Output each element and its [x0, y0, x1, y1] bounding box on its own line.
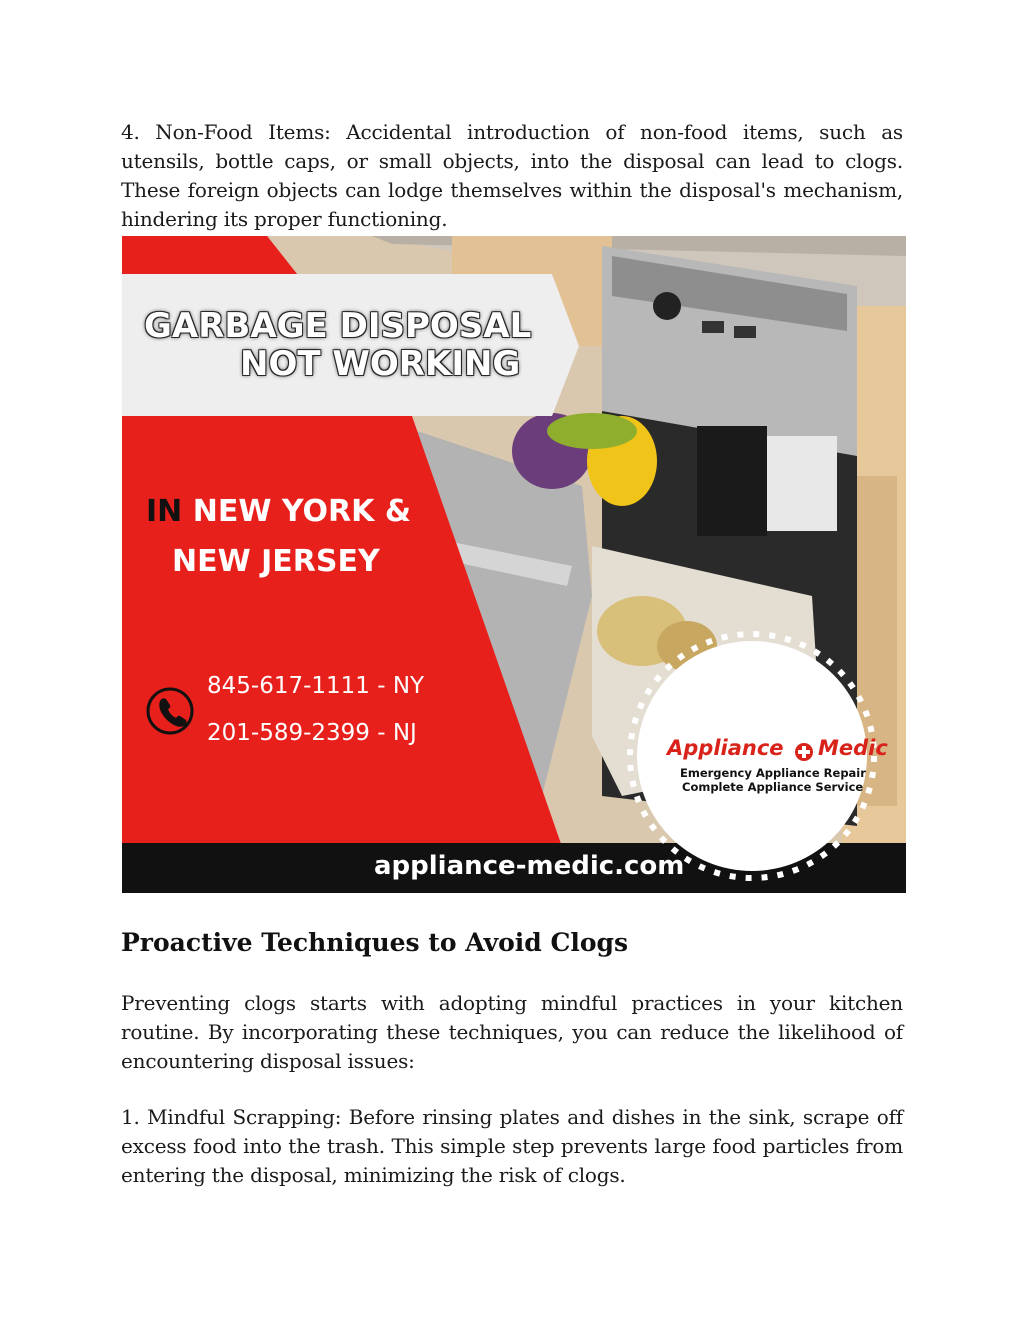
banner-title-line2: NOT WORKING — [240, 344, 521, 384]
banner-location-in: IN — [146, 494, 183, 529]
logo-name-part2: Medic — [818, 736, 888, 760]
red-top-corner — [122, 236, 297, 274]
banner-location-line2: NEW JERSEY — [172, 544, 380, 579]
paragraph-non-food-items: 4. Non-Food Items: Accidental introduction of non-food items, such as utensils, bottle caps, or small objects, into the disposal can lead to clogs. These foreign objects can lodge themselves within the disposal's mechanism, hindering its proper functioning. — [121, 120, 903, 231]
vent-grille — [697, 426, 767, 536]
garbage-disposal-banner — [122, 236, 906, 893]
section-heading-proactive-techniques: Proactive Techniques to Avoid Clogs — [121, 928, 629, 957]
medic-cross-horizontal — [798, 750, 810, 754]
logo-tagline-line2: Complete Appliance Service — [682, 780, 864, 794]
food-waste-greens — [547, 413, 637, 449]
control-knob — [653, 292, 681, 320]
logo-tagline-line1: Emergency Appliance Repair — [680, 766, 866, 780]
website-url: appliance-medic.com — [374, 851, 685, 881]
paragraph-intro: Preventing clogs starts with adopting mindful practices in your kitchen routine. By incorporating these techniques, you can reduce the likelihood of encountering disposal issues: — [121, 991, 903, 1073]
phone-number-ny: 845-617-1111 - NY — [207, 673, 425, 699]
banner-location-new-york: NEW YORK & — [192, 494, 411, 529]
banner-location-line1 — [146, 494, 411, 529]
control-button — [734, 326, 756, 338]
control-button — [702, 321, 724, 333]
logo-name-part1: Appliance — [667, 736, 784, 760]
warning-label — [767, 436, 837, 531]
banner-title-line1: GARBAGE DISPOSAL — [144, 306, 532, 346]
paragraph-mindful-scrapping: 1. Mindful Scrapping: Before rinsing plates and dishes in the sink, scrape off excess food into the trash. This simple step prevents large food particles from entering the disposal, minimizing the risk of clogs. — [121, 1105, 903, 1187]
phone-number-nj: 201-589-2399 - NJ — [207, 720, 417, 746]
